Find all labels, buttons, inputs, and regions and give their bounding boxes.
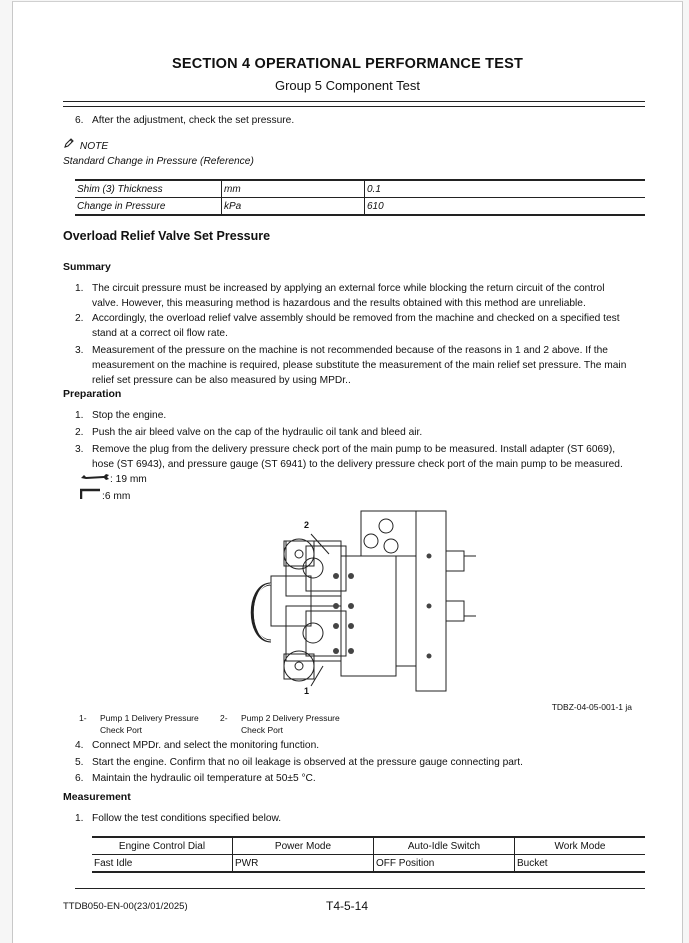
measurement-item: 1. Follow the test conditions specified below. (75, 813, 282, 824)
preparation-item: 2. Push the air bleed valve on the cap of the hydraulic oil tank and bleed air. (75, 427, 423, 438)
preparation-heading: Preparation (63, 388, 122, 400)
subsection-title: Overload Relief Valve Set Pressure (63, 229, 271, 243)
group-title: Group 5 Component Test (274, 78, 420, 93)
summary-item: 2. Accordingly, the overload relief valve assembly should be removed from the machine and checked on a specified test stand at a correct oil flow rate. (75, 313, 620, 339)
figure-legend-item-2: 2- Pump 2 Delivery Pressure Check Port (220, 713, 340, 735)
summary-item: 3. Measurement of the pressure on the machine is not recommended because of the reasons in 1 and 2 above. If the measurement on the machine is required, please substitute the measurement of the main relief set pressure. The main relief set pressure can be also measured by using MPDr.. (75, 345, 627, 386)
table-header-row: Engine Control Dial Power Mode Auto-Idle Switch Work Mode (92, 837, 645, 855)
table-row: Shim (3) Thickness mm 0.1 (75, 180, 645, 198)
hex-key-icon (80, 488, 102, 505)
figure-legend-item-1: 1- Pump 1 Delivery Pressure Check Port (79, 713, 199, 735)
footer-rule (75, 888, 645, 889)
main-pump-figure (241, 506, 486, 698)
preparation-item: 1. Stop the engine. (75, 410, 167, 421)
pencil-note-icon (63, 137, 77, 154)
table-row: Fast Idle PWR OFF Position Bucket (92, 855, 645, 873)
document-page (12, 1, 683, 943)
page-number: T4-5-14 (326, 899, 369, 913)
table-row: Change in Pressure kPa 610 (75, 198, 645, 216)
section-title: SECTION 4 OPERATIONAL PERFORMANCE TEST (171, 56, 524, 72)
preparation-item: 4. Connect MPDr. and select the monitoring function. (75, 740, 320, 751)
callout-2: 2 (304, 520, 310, 530)
header-double-rule (63, 101, 645, 107)
note-heading: NOTE (63, 137, 108, 154)
callout-1: 1 (304, 686, 310, 696)
preparation-item: 6. Maintain the hydraulic oil temperature at 50±5 °C. (75, 773, 316, 784)
measurement-heading: Measurement (63, 791, 131, 803)
preparation-item: 3. Remove the plug from the delivery pressure check port of the main pump to be measured. Install adapter (ST 6069), hose (ST 6943), and pressure gauge (ST 6941) to the delivery pressure check port of the main pump to be measured. (75, 444, 623, 470)
note-caption: Standard Change in Pressure (Reference) (63, 156, 254, 167)
wrench-size: : 19 mm (80, 472, 147, 487)
hex-key-size: :6 mm (80, 488, 130, 505)
figure-id: TDBZ-04-05-001-1 ja (551, 702, 632, 712)
preparation-item: 5. Start the engine. Confirm that no oil leakage is observed at the pressure gauge connecting part. (75, 757, 523, 768)
adjustment-step: 6. After the adjustment, check the set pressure. (75, 115, 295, 126)
test-conditions-table (92, 836, 645, 873)
summary-item: 1. The circuit pressure must be increased by applying an external force while blocking the return circuit of the control valve. However, this measuring method is hazardous and the results obtained with this method are unreliable. (75, 283, 605, 309)
wrench-icon (80, 472, 110, 487)
document-code: TTDB050-EN-00(23/01/2025) (63, 901, 188, 912)
pressure-reference-table (75, 179, 645, 216)
summary-heading: Summary (63, 261, 111, 273)
